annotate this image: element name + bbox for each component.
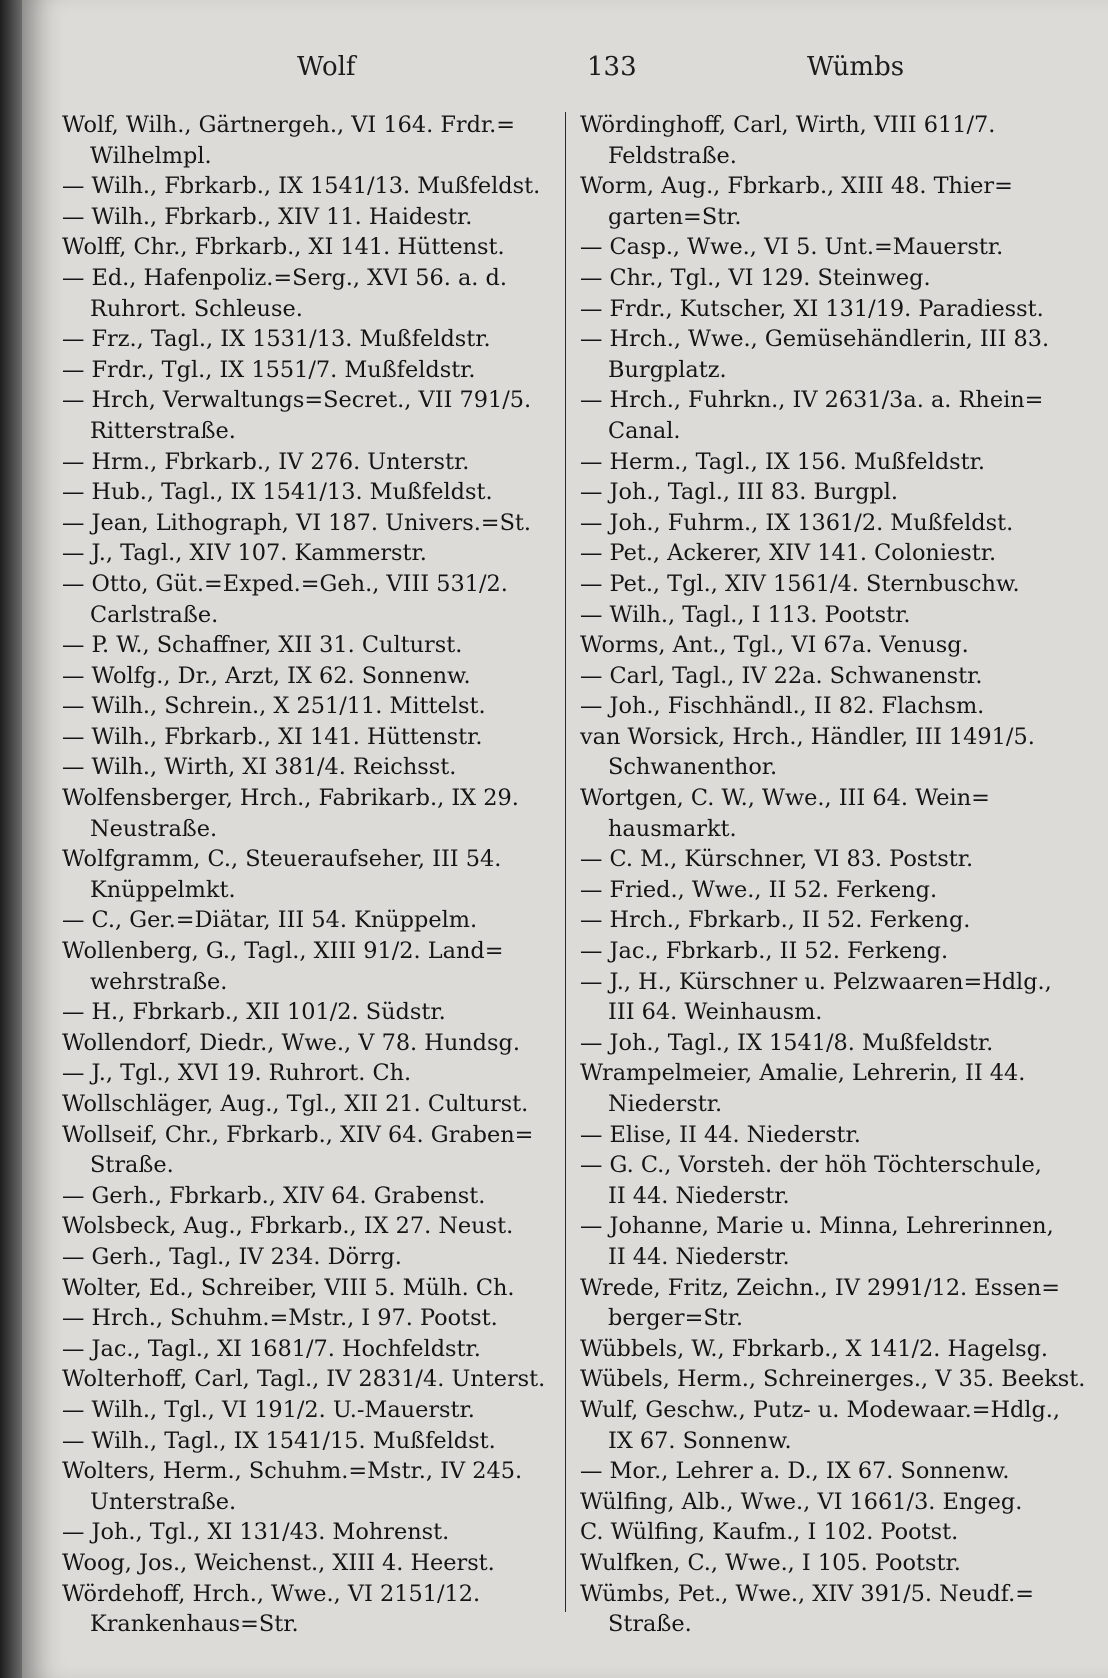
directory-line: — Wilh., Fbrkarb., XI 141. Hüttenstr. [62,723,483,750]
directory-line: Wolff, Chr., Fbrkarb., XI 141. Hüttenst. [62,234,505,261]
directory-line: Neustraße. [90,815,218,842]
directory-line: — Gerh., Tagl., IV 234. Dörrg. [62,1243,402,1270]
directory-line: — Pet., Ackerer, XIV 141. Coloniestr. [580,540,997,567]
page-header [62,52,1078,92]
header-first-name: Wolf [297,52,356,82]
directory-line: Wümbs, Pet., Wwe., XIV 391/5. Neudf.= [580,1580,1035,1607]
directory-page [22,0,1108,1678]
directory-line: — Elise, II 44. Niederstr. [580,1121,861,1148]
directory-line: Worms, Ant., Tgl., VI 67a. Venusg. [580,632,969,659]
directory-line: — Hrch, Verwaltungs=Secret., VII 791/5. [62,387,532,414]
directory-line: — J., H., Kürschner u. Pelzwaaren=Hdlg., [580,968,1052,995]
directory-line: hausmarkt. [608,815,737,842]
directory-line: — Wilh., Tagl., IX 1541/15. Mußfeldst. [62,1427,496,1454]
directory-line: — Jac., Fbrkarb., II 52. Ferkeng. [580,938,949,965]
directory-line: II 44. Niederstr. [608,1182,790,1209]
directory-line: — Wilh., Wirth, XI 381/4. Reichsst. [62,754,457,781]
directory-line: — Wolfg., Dr., Arzt, IX 62. Sonnenw. [62,662,471,689]
directory-line: — Johanne, Marie u. Minna, Lehrerinnen, [580,1213,1054,1240]
directory-line: IX 67. Sonnenw. [608,1427,792,1454]
directory-line: — Hub., Tagl., IX 1541/13. Mußfeldst. [62,479,493,506]
directory-line: — Wilh., Tgl., VI 191/2. U.-Mauerstr. [62,1396,475,1423]
directory-line: Wülfing, Alb., Wwe., VI 1661/3. Engeg. [580,1488,1023,1515]
directory-line: — C., Ger.=Diätar, III 54. Knüppelm. [62,907,478,934]
directory-line: II 44. Niederstr. [608,1243,790,1270]
directory-line: Woog, Jos., Weichenst., XIII 4. Heerst. [62,1549,495,1576]
directory-line: Burgplatz. [608,356,727,383]
directory-line: — H., Fbrkarb., XII 101/2. Südstr. [62,999,446,1026]
directory-line: — J., Tagl., XIV 107. Kammerstr. [62,540,427,567]
directory-line: garten=Str. [608,203,742,230]
page-number: 133 [587,52,637,82]
directory-line: Ruhrort. Schleuse. [90,295,303,322]
right-column [580,110,1086,1640]
directory-line: — Hrch., Fbrkarb., II 52. Ferkeng. [580,907,971,934]
directory-line: — Wilh., Fbrkarb., XIV 11. Haidestr. [62,203,473,230]
directory-line: Wrampelmeier, Amalie, Lehrerin, II 44. [580,1060,1026,1087]
directory-line: — Wilh., Fbrkarb., IX 1541/13. Mußfeldst. [62,173,541,200]
directory-line: Feldstraße. [608,142,737,169]
directory-line: Krankenhaus=Str. [90,1611,299,1638]
directory-line: — Wilh., Tagl., I 113. Pootstr. [580,601,911,628]
directory-line: Wulf, Geschw., Putz- u. Modewaar.=Hdlg., [580,1396,1061,1423]
directory-line: Wollenberg, G., Tagl., XIII 91/2. Land= [62,938,504,965]
directory-line: — C. M., Kürschner, VI 83. Poststr. [580,846,974,873]
directory-line: — Herm., Tagl., IX 156. Mußfeldstr. [580,448,986,475]
directory-line: Wulfken, C., Wwe., I 105. Pootstr. [580,1549,961,1576]
directory-line: Wolfensberger, Hrch., Fabrikarb., IX 29. [62,785,519,812]
directory-line: — Frdr., Tgl., IX 1551/7. Mußfeldstr. [62,356,476,383]
directory-line: — Joh., Tagl., IX 1541/8. Mußfeldstr. [580,1029,994,1056]
directory-line: Wübbels, W., Fbrkarb., X 141/2. Hagelsg. [580,1335,1049,1362]
directory-line: Canal. [608,417,681,444]
directory-line: berger=Str. [608,1305,744,1332]
directory-line: C. Wülfing, Kaufm., I 102. Pootst. [580,1519,959,1546]
directory-line: Wolsbeck, Aug., Fbrkarb., IX 27. Neust. [62,1213,514,1240]
directory-line: — Hrch., Schuhm.=Mstr., I 97. Pootst. [62,1305,498,1332]
directory-line: Worm, Aug., Fbrkarb., XIII 48. Thier= [580,173,1013,200]
directory-line: — G. C., Vorsteh. der höh Töchterschule, [580,1152,1042,1179]
directory-line: Wördinghoff, Carl, Wirth, VIII 611/7. [580,112,996,138]
directory-line: Wolterhoff, Carl, Tagl., IV 2831/4. Unterst. [62,1366,546,1393]
directory-line: — Chr., Tgl., VI 129. Steinweg. [580,264,931,291]
directory-line: Knüppelmkt. [90,876,236,903]
directory-line: Wolter, Ed., Schreiber, VIII 5. Mülh. Ch. [62,1274,515,1301]
directory-line: van Worsick, Hrch., Händler, III 1491/5. [580,723,1035,750]
directory-line: — Gerh., Fbrkarb., XIV 64. Grabenst. [62,1182,486,1209]
directory-line: — Hrm., Fbrkarb., IV 276. Unterstr. [62,448,470,475]
directory-line: Wolters, Herm., Schuhm.=Mstr., IV 245. [62,1458,523,1485]
directory-line: — Fried., Wwe., II 52. Ferkeng. [580,876,938,903]
directory-line: — Frdr., Kutscher, XI 131/19. Paradiesst. [580,295,1044,322]
directory-line: — Ed., Hafenpoliz.=Serg., XVI 56. a. d. [62,264,507,291]
directory-line: Wolfgramm, C., Steueraufseher, III 54. [62,846,502,873]
directory-line: — Pet., Tgl., XIV 1561/4. Sternbuschw. [580,570,1020,597]
directory-line: — Wilh., Schrein., X 251/11. Mittelst. [62,693,486,720]
directory-line: Wördehoff, Hrch., Wwe., VI 2151/12. [62,1580,481,1607]
directory-line: Unterstraße. [90,1488,237,1515]
directory-line: — Casp., Wwe., VI 5. Unt.=Mauerstr. [580,234,1004,261]
directory-line: — Hrch., Wwe., Gemüsehändlerin, III 83. [580,326,1050,353]
book-spine [0,0,22,1678]
directory-line: Wilhelmpl. [90,142,212,169]
directory-line: Wübels, Herm., Schreinerges., V 35. Beekst. [580,1366,1086,1393]
directory-line: — Mor., Lehrer a. D., IX 67. Sonnenw. [580,1458,1010,1485]
directory-line: — J., Tgl., XVI 19. Ruhrort. Ch. [62,1060,412,1087]
directory-line: — P. W., Schaffner, XII 31. Culturst. [62,632,463,659]
directory-line: — Otto, Güt.=Exped.=Geh., VIII 531/2. [62,570,508,597]
directory-line: Wolf, Wilh., Gärtnergeh., VI 164. Frdr.= [62,112,516,138]
directory-line: — Jac., Tagl., XI 1681/7. Hochfeldstr. [62,1335,481,1362]
column-divider [565,112,566,1612]
directory-line: — Joh., Fischhändl., II 82. Flachsm. [580,693,985,720]
directory-line: Straße. [608,1611,692,1638]
directory-line: Wrede, Fritz, Zeichn., IV 2991/12. Essen= [580,1274,1061,1301]
left-column [62,110,552,1640]
directory-line: Wollschläger, Aug., Tgl., XII 21. Culturst. [62,1091,529,1117]
directory-line: Carlstraße. [90,601,219,628]
directory-line: — Hrch., Fuhrkn., IV 2631/3a. a. Rhein= [580,387,1044,414]
directory-line: Straße. [90,1152,174,1179]
directory-line: — Carl, Tagl., IV 22a. Schwanenstr. [580,662,983,689]
header-last-name: Wümbs [807,52,905,82]
directory-line: Ritterstraße. [90,417,236,444]
directory-line: Wortgen, C. W., Wwe., III 64. Wein= [580,785,990,812]
directory-line: III 64. Weinhausm. [608,999,823,1026]
directory-line: — Frz., Tagl., IX 1531/13. Mußfeldstr. [62,326,491,353]
directory-line: — Jean, Lithograph, VI 187. Univers.=St. [62,509,532,536]
directory-line: Wollseif, Chr., Fbrkarb., XIV 64. Graben= [62,1121,534,1148]
directory-line: — Joh., Tagl., III 83. Burgpl. [580,479,899,506]
directory-line: Niederstr. [608,1091,723,1117]
directory-line: — Joh., Fuhrm., IX 1361/2. Mußfeldst. [580,509,1014,536]
directory-line: — Joh., Tgl., XI 131/43. Mohrenst. [62,1519,450,1546]
directory-line: Wollendorf, Diedr., Wwe., V 78. Hundsg. [62,1029,520,1056]
directory-line: Schwanenthor. [608,754,778,781]
directory-line: wehrstraße. [90,968,228,995]
